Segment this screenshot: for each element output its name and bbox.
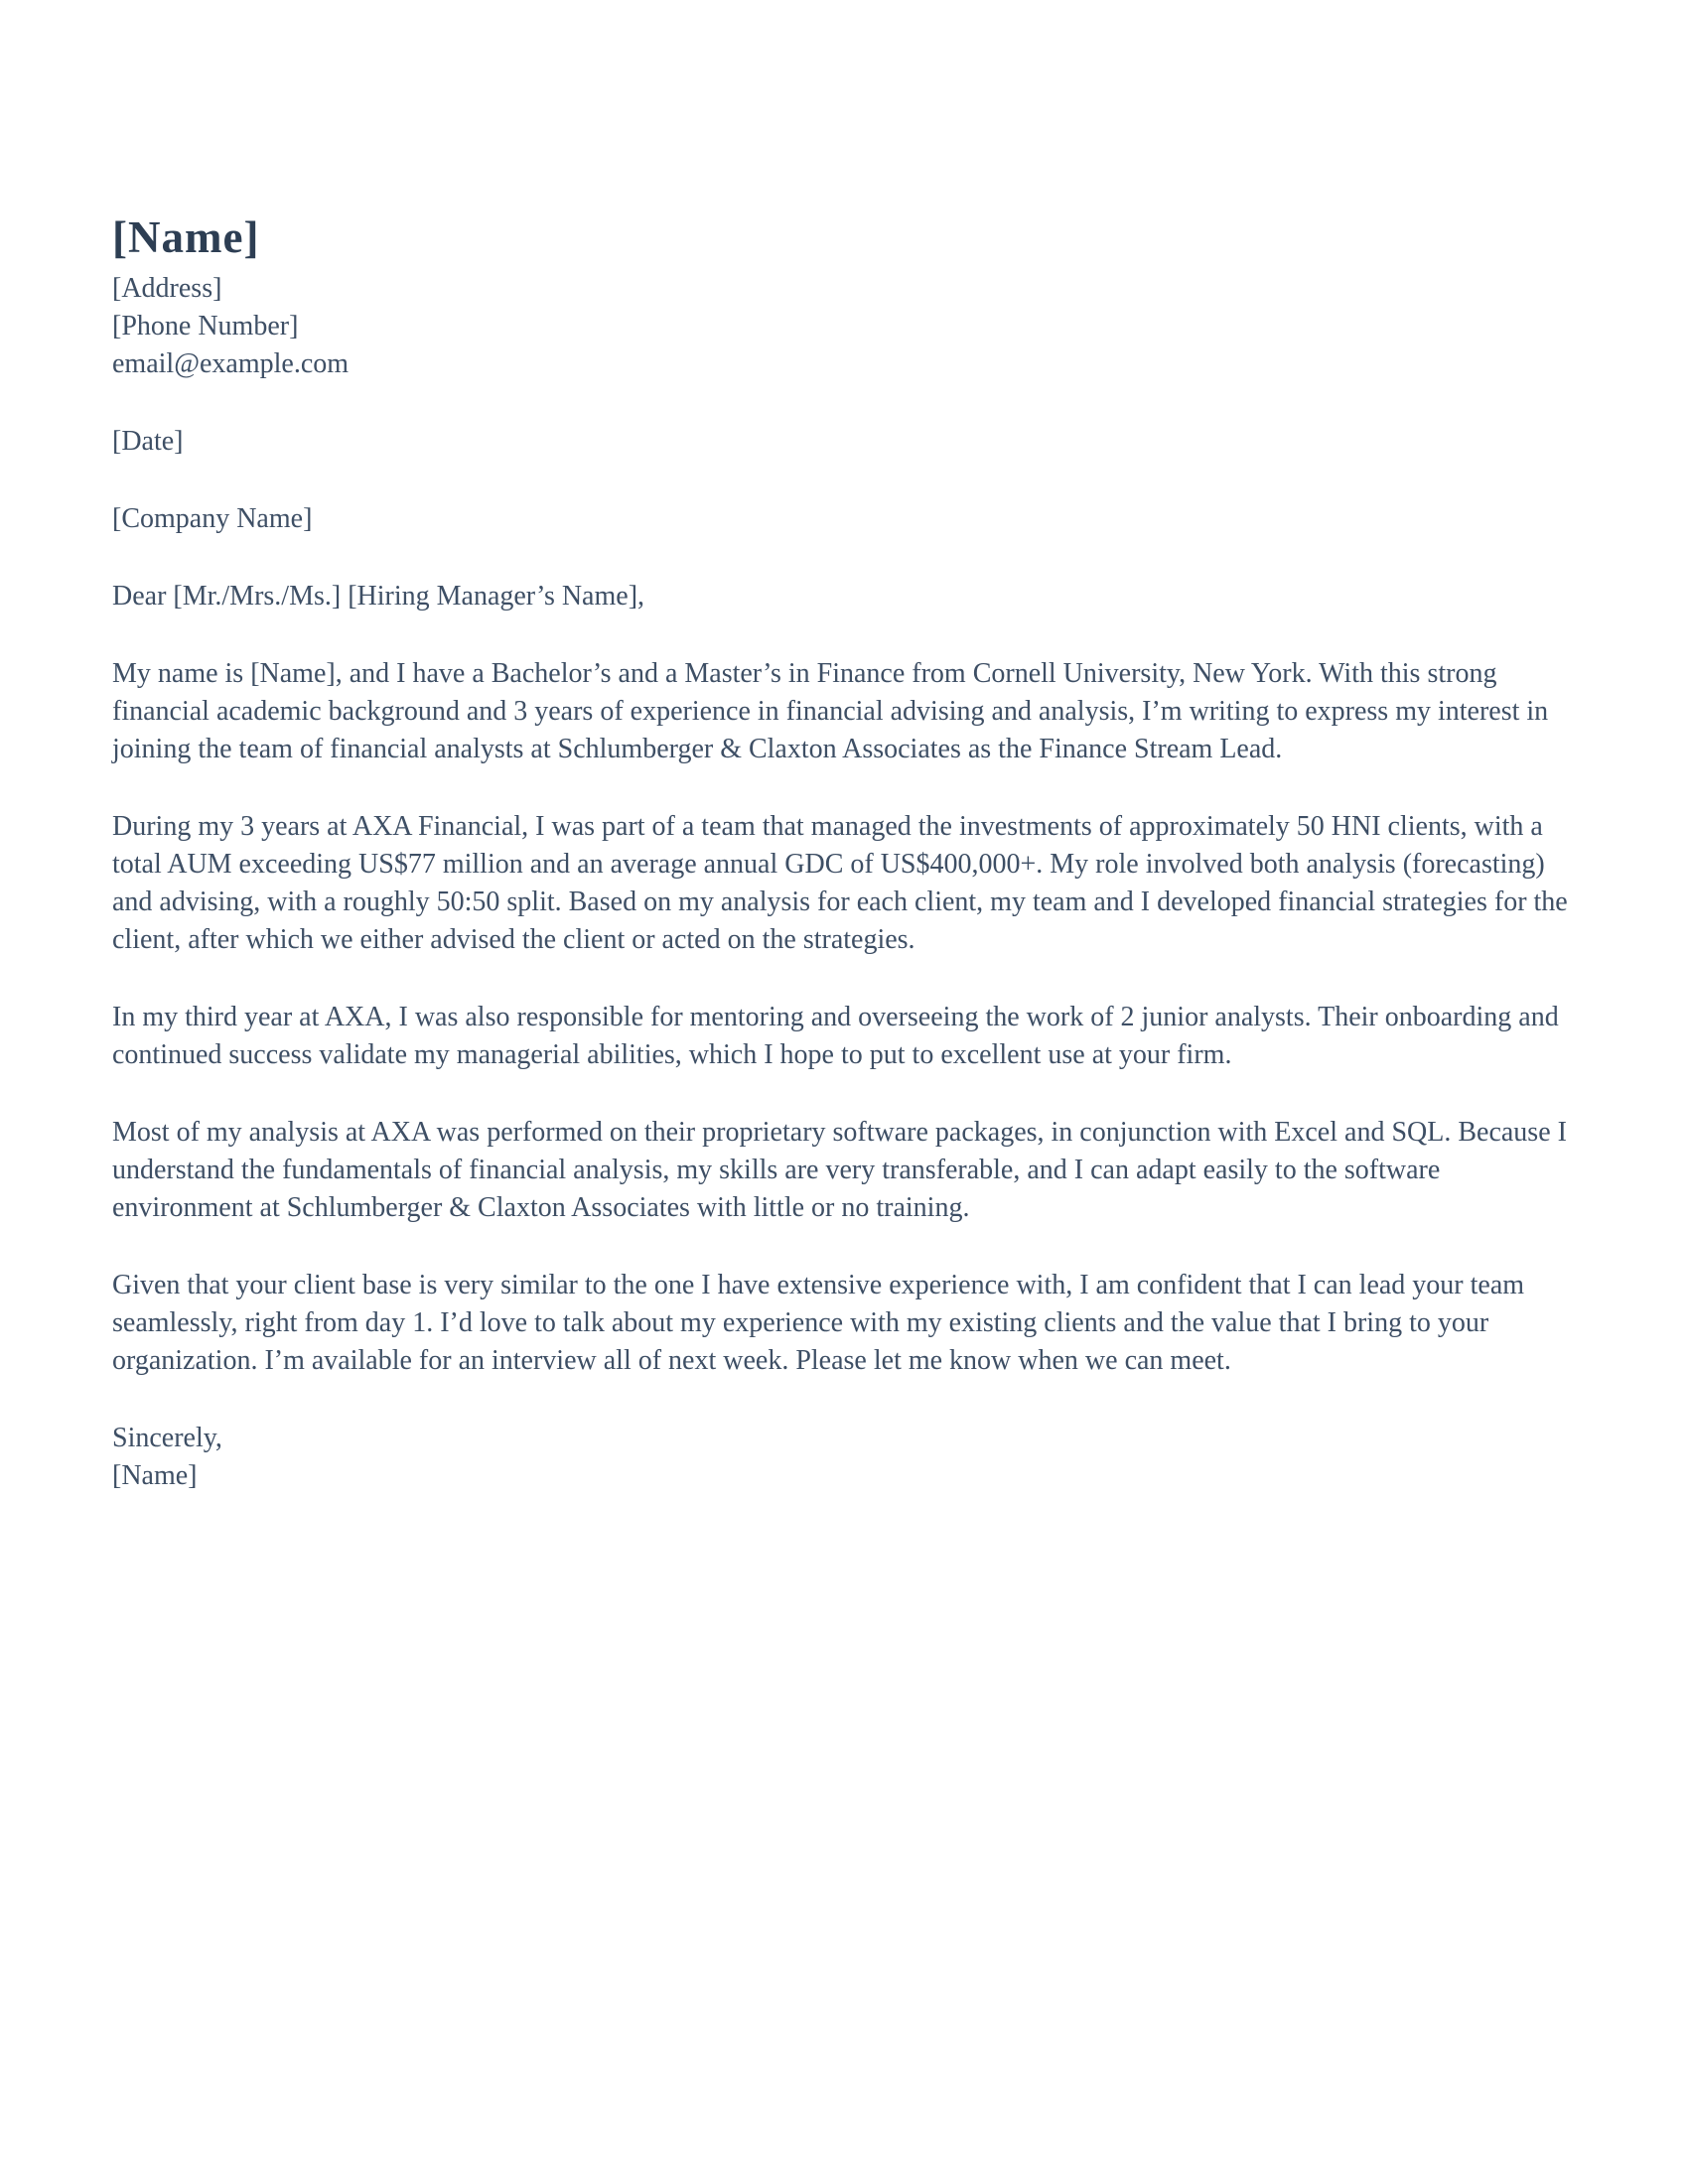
signoff: Sincerely,: [112, 1423, 222, 1453]
sender-contact-block: [112, 270, 1580, 383]
paragraph-closing: Given that your client base is very similar to the one I have extensive experience with, I am confident that I can lead your team seamlessly, right from day 1. I’d love to talk about my experience with my existing clients and the value that I bring to your organization. I’m available for an interview all of next week. Please let me know when we can meet.: [112, 1270, 1525, 1376]
paragraph-experience: During my 3 years at AXA Financial, I was part of a team that managed the investments of approximately 50 HNI clients, with a total AUM exceeding US$77 million and an average annual GDC of US$400,000+. My role involved both analysis (forecasting) and advising, with a roughly 50:50 split. Based on my analysis for each client, my team and I developed financial strategies for the client, after which we either advised the client or acted on the strategies.: [112, 811, 1568, 955]
paragraph-introduction: My name is [Name], and I have a Bachelor’s and a Master’s in Finance from Cornell University, New York. With this strong financial academic background and 3 years of experience in financial advising and analysis, I’m writing to express my interest in joining the team of financial analysts at Schlumberger & Claxton Associates as the Finance Stream Lead.: [112, 658, 1549, 764]
signature-block: [112, 1420, 1580, 1495]
signature-name: [Name]: [112, 1460, 198, 1491]
company-name-line: [Company Name]: [112, 503, 313, 534]
sender-phone: [Phone Number]: [112, 311, 299, 341]
sender-name: [Name]: [112, 212, 260, 262]
paragraph-software-skills: Most of my analysis at AXA was performed on their proprietary software packages, in conjunction with Excel and SQL. Because I understand the fundamentals of financial analysis, my skills are very transferable, and I can adapt easily to the software environment at Schlumberger & Claxton Associates with little or no training.: [112, 1117, 1567, 1223]
date-line: [Date]: [112, 426, 184, 457]
salutation: Dear [Mr./Mrs./Ms.] [Hiring Manager’s Name],: [112, 581, 645, 612]
paragraph-mentoring: In my third year at AXA, I was also responsible for mentoring and overseeing the work of 2 junior analysts. Their onboarding and continued success validate my managerial abilities, which I hope to put to excellent use at your firm.: [112, 1002, 1559, 1070]
sender-email: email@example.com: [112, 348, 350, 379]
sender-address: [Address]: [112, 273, 222, 304]
